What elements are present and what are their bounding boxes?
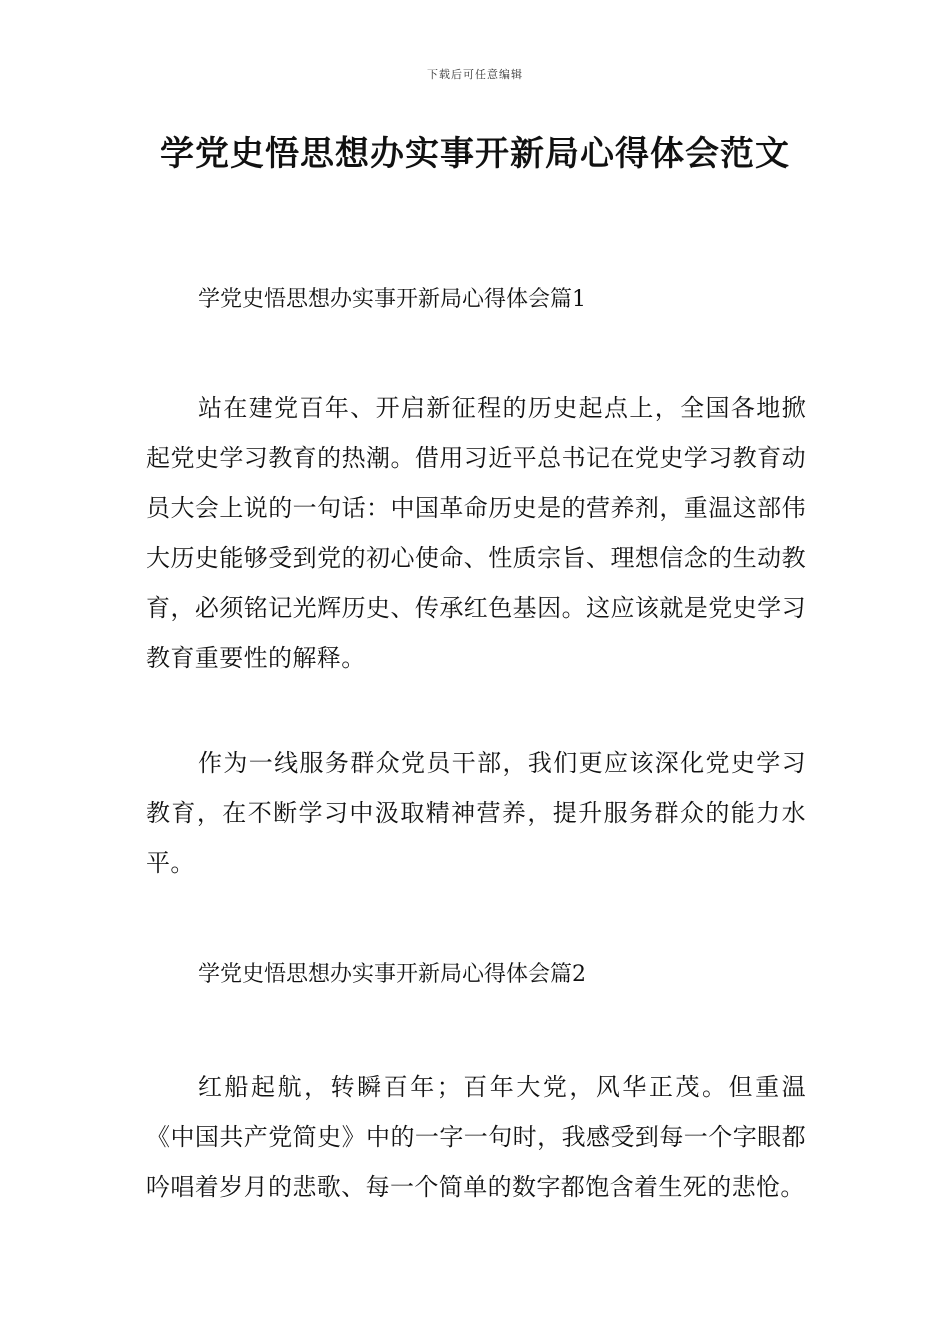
section-heading-2: 学党史悟思想办实事开新局心得体会篇2 [198, 962, 586, 987]
section-heading-1: 学党史悟思想办实事开新局心得体会篇1 [198, 287, 586, 312]
paragraph: 作为一线服务群众党员干部，我们更应该深化党史学习教育，在不断学习中汲取精神营养，提升服务群众的能力水平。 [146, 749, 806, 877]
paragraph: 红船起航，转瞬百年；百年大党，风华正茂。但重温《中国共产党简史》中的一字一句时，我感受到每一个字眼都吟唱着岁月的悲歌、每一个简单的数字都饱含着生死的悲怆。 [146, 1073, 806, 1201]
document-body [146, 283, 806, 1212]
header-note: 下载后可任意编辑 [427, 68, 523, 81]
paragraph: 站在建党百年、开启新征程的历史起点上，全国各地掀起党史学习教育的热潮。借用习近平总书记在党史学习教育动员大会上说的一句话：中国革命历史是的营养剂，重温这部伟大历史能够受到党的初心使命、性质宗旨、理想信念的生动教育，必须铭记光辉历史、传承红色基因。这应该就是党史学习教育重要性的解释。 [146, 394, 806, 672]
document-title: 学党史悟思想办实事开新局心得体会范文 [160, 134, 790, 174]
